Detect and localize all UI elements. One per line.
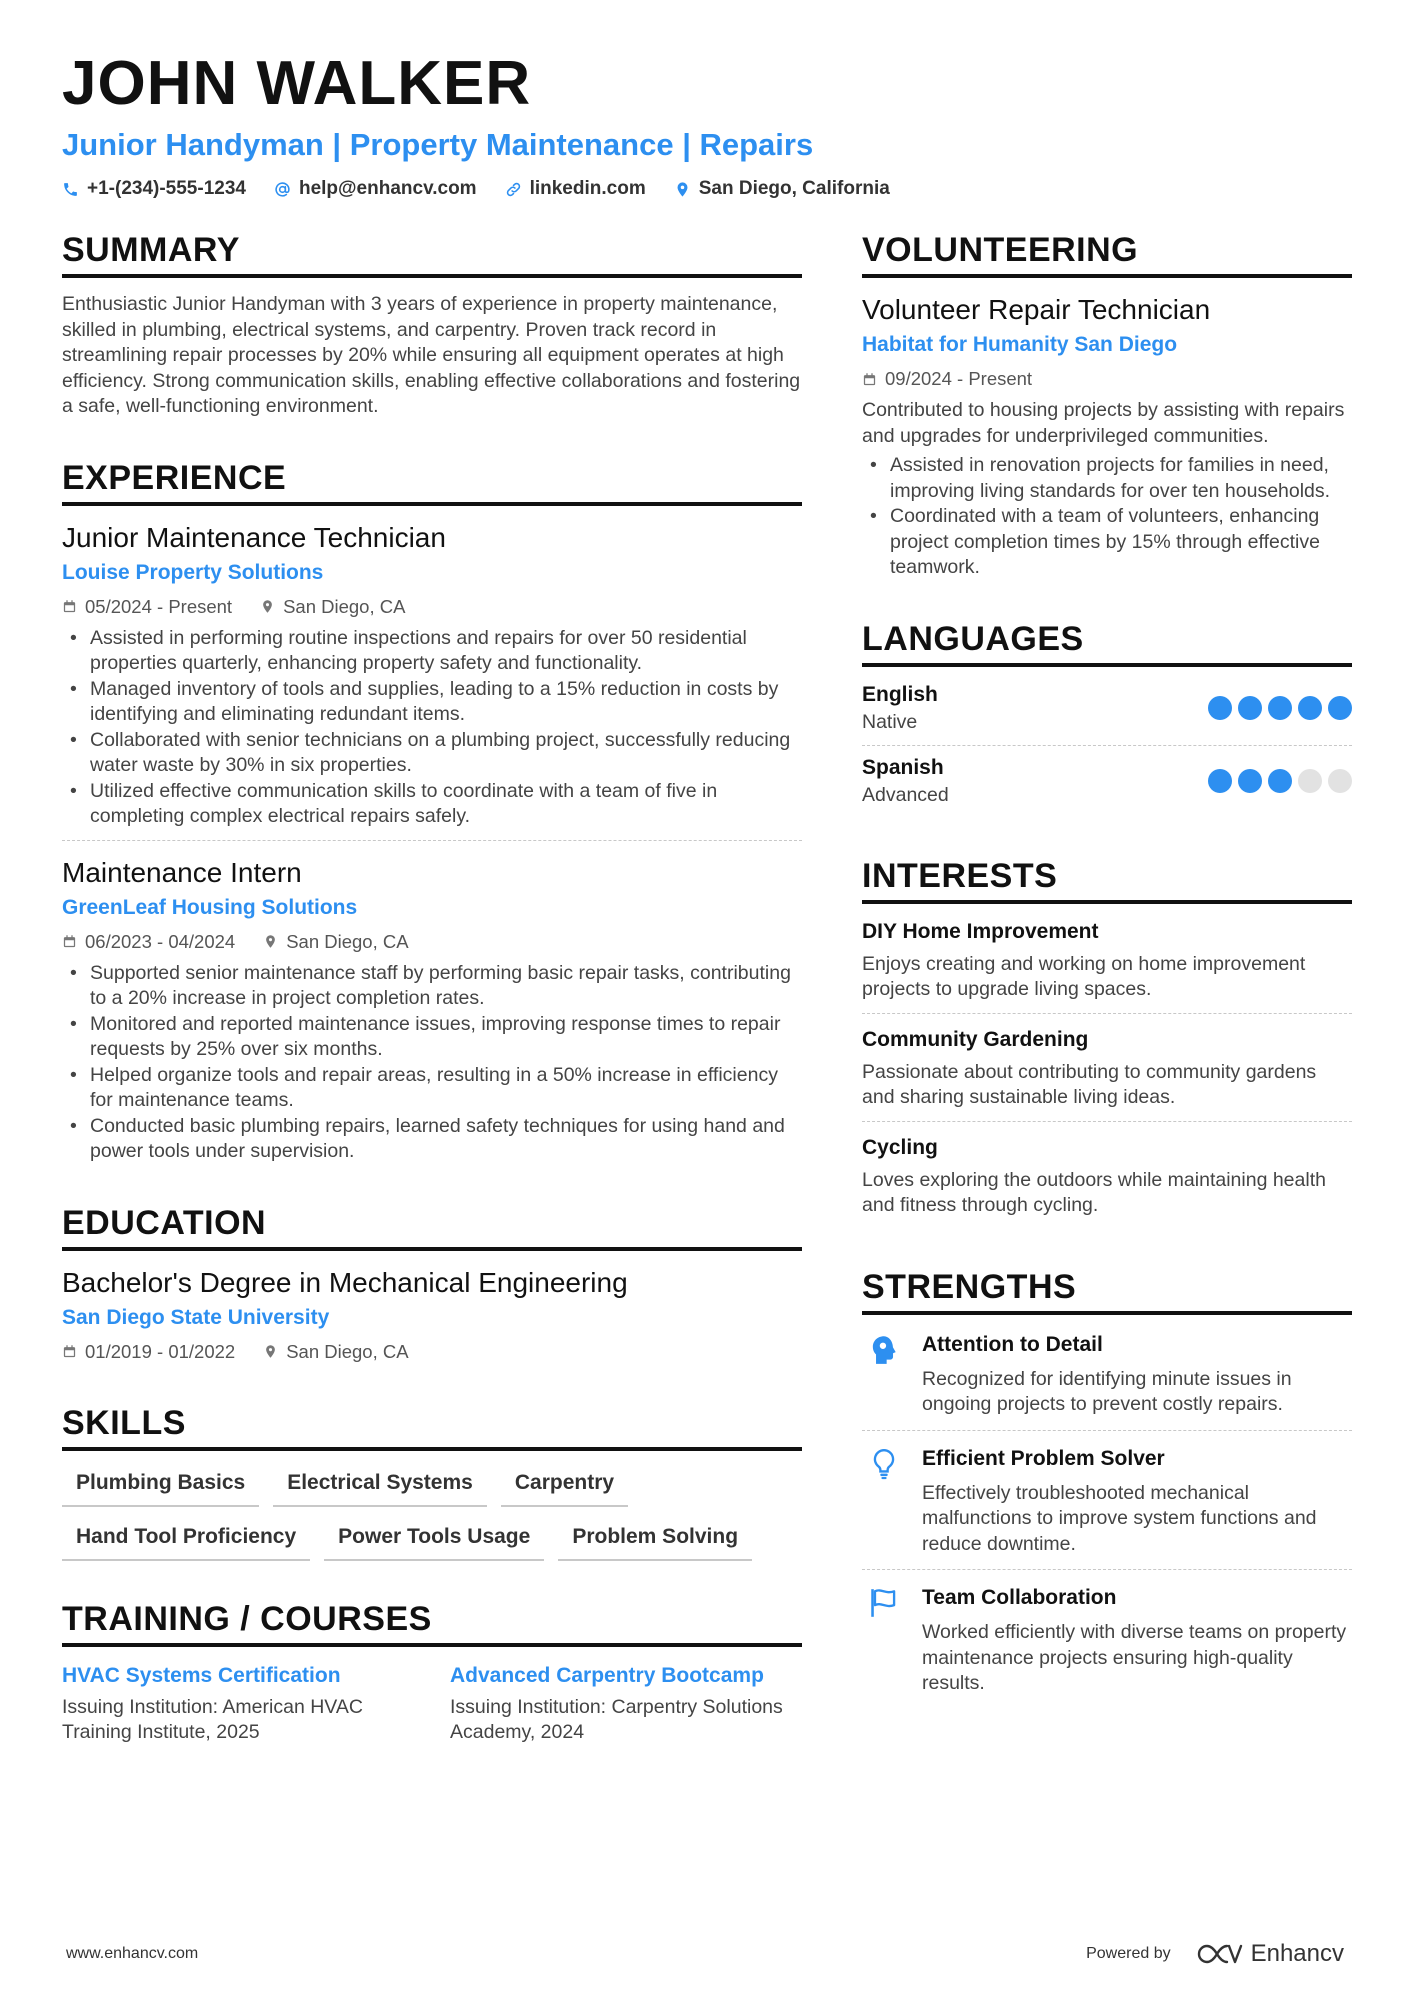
strengths-section xyxy=(862,1267,1352,1709)
interest-title: DIY Home Improvement xyxy=(862,919,1099,943)
volunteer-dates xyxy=(862,366,1032,392)
dates-text: 09/2024 - Present xyxy=(885,368,1033,389)
education-section xyxy=(62,1203,802,1365)
page-footer xyxy=(66,1940,1344,1968)
education-heading: EDUCATION xyxy=(62,1203,802,1251)
interest-title: Community Gardening xyxy=(862,1027,1089,1051)
list-item: • Managed inventory of tools and supplies, leading to a 15% reduction in costs by identifying and eliminating redundant items. xyxy=(62,677,802,728)
skill-tag: Plumbing Basics xyxy=(62,1465,259,1507)
job-meta xyxy=(62,594,802,620)
rating-dot-filled xyxy=(1238,696,1262,720)
location-pin-icon xyxy=(260,599,275,614)
candidate-headline: Junior Handyman | Property Maintenance | Repairs xyxy=(62,127,814,162)
skills-section xyxy=(62,1403,802,1561)
contact-linkedin[interactable] xyxy=(505,178,646,200)
list-item: • Coordinated with a team of volunteers, enhancing project completion times by 15% through effective teamwork. xyxy=(862,504,1352,581)
skill-tag: Power Tools Usage xyxy=(324,1519,544,1561)
experience-entry xyxy=(62,855,802,1165)
volunteering-heading: VOLUNTEERING xyxy=(862,230,1352,278)
list-item: • Assisted in renovation projects for families in need, improving living standards for over ten households. xyxy=(862,453,1352,504)
language-rating xyxy=(1208,696,1352,720)
footer-url[interactable]: www.enhancv.com xyxy=(66,1945,199,1962)
location-pin-icon xyxy=(674,181,691,198)
phone-text: +1-(234)-555-1234 xyxy=(87,178,246,199)
education-location xyxy=(263,1339,408,1365)
contact-phone[interactable] xyxy=(62,178,246,200)
interest-desc: Enjoys creating and working on home improvement projects to upgrade living spaces. xyxy=(862,952,1306,1000)
rating-dot-filled xyxy=(1238,769,1262,793)
strength-item xyxy=(862,1569,1352,1709)
calendar-icon xyxy=(62,934,77,949)
job-location xyxy=(260,594,405,620)
training-title[interactable]: HVAC Systems Certification xyxy=(62,1663,341,1687)
at-icon xyxy=(274,181,291,198)
brand-name: Enhancv xyxy=(1250,1940,1344,1967)
location-pin-icon xyxy=(263,934,278,949)
job-location xyxy=(263,929,408,955)
company-name[interactable]: Louise Property Solutions xyxy=(62,560,324,584)
skill-tag: Hand Tool Proficiency xyxy=(62,1519,310,1561)
interest-title: Cycling xyxy=(862,1135,938,1159)
volunteer-role: Volunteer Repair Technician xyxy=(862,294,1211,325)
interests-heading: INTERESTS xyxy=(862,856,1352,904)
enhancv-logo-icon xyxy=(1195,1941,1243,1967)
volunteer-meta xyxy=(862,366,1352,392)
interest-desc: Passionate about contributing to community gardens and sharing sustainable living ideas. xyxy=(862,1060,1317,1108)
job-bullets xyxy=(62,961,802,1165)
skill-tag: Carpentry xyxy=(501,1465,628,1507)
skill-tag: Problem Solving xyxy=(558,1519,752,1561)
language-name: Spanish xyxy=(862,755,944,779)
interest-desc: Loves exploring the outdoors while maintaining health and fitness through cycling. xyxy=(862,1168,1326,1216)
strengths-heading: STRENGTHS xyxy=(862,1267,1352,1315)
language-row xyxy=(862,673,1352,745)
list-item: • Supported senior maintenance staff by performing basic repair tasks, contributing to a 20% increase in project completion rates. xyxy=(62,961,802,1012)
head-icon xyxy=(867,1333,901,1367)
powered-by-label: Powered by xyxy=(1086,1945,1171,1962)
language-row xyxy=(862,745,1352,818)
strength-item xyxy=(862,1323,1352,1430)
list-item: • Monitored and reported maintenance issues, improving response times to repair requests by 25% over six months. xyxy=(62,1012,802,1063)
strength-title: Team Collaboration xyxy=(922,1586,1117,1609)
rating-dot-filled xyxy=(1208,696,1232,720)
summary-text: Enthusiastic Junior Handyman with 3 years of experience in property maintenance, skilled in plumbing, electrical systems, and carpentry. Proven track record in streamlining repair processes by 20% while ensuring all equipment operates at high efficiency. Strong communication skills, enabling effective collaborations and fostering a safe, well-functioning environment. xyxy=(62,293,801,417)
lightbulb-icon xyxy=(867,1447,901,1481)
skill-tag: Electrical Systems xyxy=(273,1465,487,1507)
contact-email[interactable] xyxy=(274,178,477,200)
location-text: San Diego, CA xyxy=(286,930,409,952)
list-item: • Assisted in performing routine inspections and repairs for over 50 residential properties quarterly, enhancing property safety and functionality. xyxy=(62,626,802,677)
dates-text: 06/2023 - 04/2024 xyxy=(85,930,236,952)
summary-heading: SUMMARY xyxy=(62,230,802,278)
volunteer-bullets xyxy=(862,453,1352,581)
training-title[interactable]: Advanced Carpentry Bootcamp xyxy=(450,1663,764,1687)
company-name[interactable]: GreenLeaf Housing Solutions xyxy=(62,895,358,919)
phone-icon xyxy=(62,181,79,198)
left-column xyxy=(62,230,802,1784)
language-name: English xyxy=(862,682,938,706)
list-item: • Utilized effective communication skills to coordinate with a team of five in completing complex electrical repairs safely. xyxy=(62,779,802,830)
list-item: • Conducted basic plumbing repairs, learned safety techniques for using hand and power tools under supervision. xyxy=(62,1114,802,1165)
education-meta xyxy=(62,1339,802,1365)
languages-section xyxy=(862,619,1352,818)
skills-list xyxy=(62,1465,802,1561)
language-level: Advanced xyxy=(862,783,949,806)
language-level: Native xyxy=(862,710,918,733)
calendar-icon xyxy=(62,599,77,614)
job-meta xyxy=(62,929,802,955)
summary-section xyxy=(62,230,802,420)
training-item xyxy=(62,1661,414,1746)
calendar-icon xyxy=(62,1344,77,1359)
school-name[interactable]: San Diego State University xyxy=(62,1305,330,1329)
rating-dot-filled xyxy=(1298,696,1322,720)
rating-dot-empty xyxy=(1328,769,1352,793)
strength-desc: Effectively troubleshooted mechanical malfunctions to improve system functions and reduce downtime. xyxy=(922,1481,1317,1555)
interest-item xyxy=(862,912,1352,1013)
right-column xyxy=(862,230,1352,1747)
training-list xyxy=(62,1661,802,1746)
link-icon xyxy=(505,181,522,198)
contact-bar xyxy=(62,178,1352,200)
training-section xyxy=(62,1599,802,1746)
flag-icon xyxy=(867,1586,901,1620)
languages-heading: LANGUAGES xyxy=(862,619,1352,667)
list-item: • Helped organize tools and repair areas, resulting in a 50% increase in efficiency for maintenance teams. xyxy=(62,1063,802,1114)
experience-entry xyxy=(62,520,802,830)
rating-dot-empty xyxy=(1298,769,1322,793)
rating-dot-filled xyxy=(1268,696,1292,720)
location-text: San Diego, CA xyxy=(286,1340,409,1362)
experience-heading: EXPERIENCE xyxy=(62,458,802,506)
language-rating xyxy=(1208,769,1352,793)
rating-dot-filled xyxy=(1268,769,1292,793)
training-desc: Issuing Institution: American HVAC Training Institute, 2025 xyxy=(62,1695,363,1743)
skills-heading: SKILLS xyxy=(62,1403,802,1451)
location-text: San Diego, CA xyxy=(283,595,406,617)
calendar-icon xyxy=(862,372,877,387)
interest-item xyxy=(862,1121,1352,1229)
email-text: help@enhancv.com xyxy=(298,178,477,199)
degree-title: Bachelor's Degree in Mechanical Engineering xyxy=(62,1266,628,1298)
education-dates xyxy=(62,1339,235,1365)
linkedin-text: linkedin.com xyxy=(529,178,646,199)
job-title: Maintenance Intern xyxy=(62,856,302,888)
entry-divider xyxy=(62,840,802,841)
dates-text: 01/2019 - 01/2022 xyxy=(85,1340,236,1362)
resume-header xyxy=(62,48,1352,200)
experience-section xyxy=(62,458,802,1165)
training-item xyxy=(450,1661,802,1746)
training-heading: TRAINING / COURSES xyxy=(62,1599,802,1647)
brand-logo[interactable] xyxy=(1195,1940,1344,1968)
location-text: San Diego, California xyxy=(698,178,890,199)
strength-item xyxy=(862,1430,1352,1570)
job-dates xyxy=(62,929,235,955)
location-pin-icon xyxy=(263,1344,278,1359)
strength-title: Attention to Detail xyxy=(922,1332,1103,1356)
training-desc: Issuing Institution: Carpentry Solutions Academy, 2024 xyxy=(450,1695,783,1743)
volunteer-description: Contributed to housing projects by assisting with repairs and upgrades for underprivileged communities. xyxy=(862,399,1345,447)
strength-desc: Worked efficiently with diverse teams on property maintenance projects ensuring high-quality results. xyxy=(922,1621,1347,1694)
job-dates xyxy=(62,594,232,620)
list-item: • Collaborated with senior technicians on a plumbing project, successfully reducing water waste by 30% in six properties. xyxy=(62,728,802,779)
interests-section xyxy=(862,856,1352,1229)
rating-dot-filled xyxy=(1208,769,1232,793)
interest-item xyxy=(862,1013,1352,1121)
job-title: Junior Maintenance Technician xyxy=(62,521,446,553)
job-bullets xyxy=(62,626,802,830)
contact-location xyxy=(674,178,890,200)
dates-text: 05/2024 - Present xyxy=(85,595,233,617)
volunteering-section xyxy=(862,230,1352,581)
candidate-name: JOHN WALKER xyxy=(62,49,532,118)
rating-dot-filled xyxy=(1328,696,1352,720)
strength-desc: Recognized for identifying minute issues in ongoing projects to prevent costly repairs. xyxy=(922,1367,1292,1415)
strength-title: Efficient Problem Solver xyxy=(922,1446,1165,1470)
volunteer-org[interactable]: Habitat for Humanity San Diego xyxy=(862,333,1178,356)
footer-brand xyxy=(1086,1940,1344,1968)
